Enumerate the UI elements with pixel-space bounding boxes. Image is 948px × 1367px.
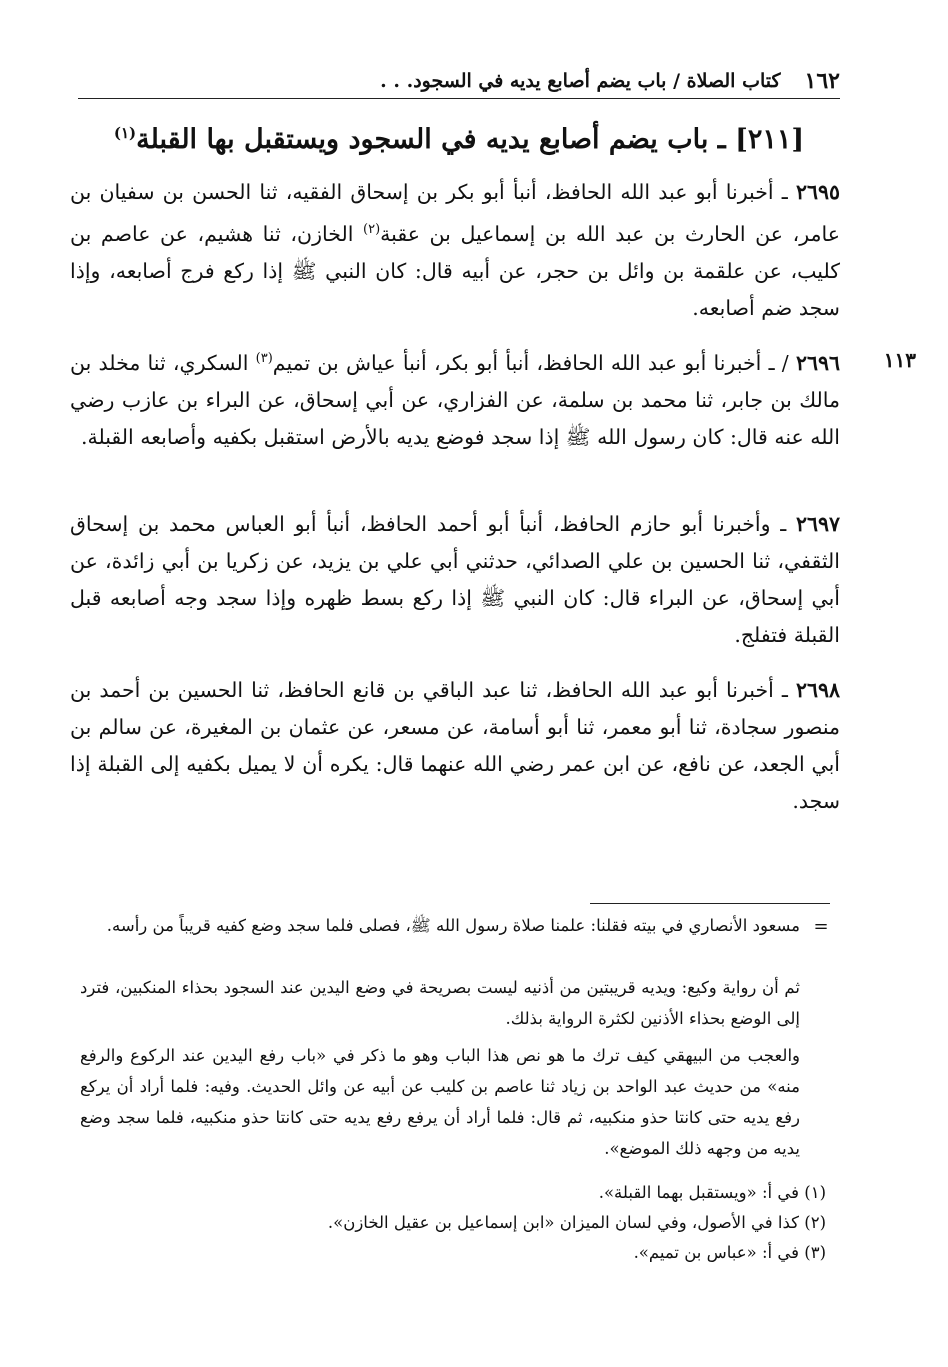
margin-manuscript-number: ١١٣: [883, 348, 916, 372]
hadith-footnote-ref: (٣): [255, 351, 273, 366]
chapter-title: [٢١١] ـ باب يضم أصابع يديه في السجود ويستقبل بها القبلة: [136, 124, 805, 155]
footnote-continuation-3: والعجب من البيهقي كيف ترك ما هو نص هذا الباب وهو ما ذكر في «باب رفع اليدين عند الركوع والرفع منه» من حديث عبد الواحد بن زياد ثنا عاصم بن كليب عن أبيه عن وائل الحديث. وفيه: فلما أراد أن يركع رفع يديه حتى كانتا حذو منكبيه، ثم قال: فلما أراد أن يرفع رفع يديه حتى كانتا حذو منكبيه، فلما سجد وضع يديه من وجهه ذلك الموضع».: [80, 1046, 800, 1158]
footnote-continuation-2: ثم أن رواية وكيع: ويديه قريبتين من أذنيه ليست بصريحة في وضع اليدين عند السجود بحذاء المنكبين، فترد إلى الوضع بحذاء الأذنين لكثرة الرواية بذلك.: [80, 978, 800, 1028]
hadith-number: ٢٦٩٨: [795, 678, 840, 702]
footnote-continuation-1: مسعود الأنصاري في بيته فقلنا: علمنا صلاة رسول الله ﷺ، فصلى فلما سجد وضع كفيه قريباً من رأسه.: [106, 916, 800, 935]
hadith-text: ـ وأخبرنا أبو حازم الحافظ، أنبأ أبو أحمد الحافظ، أنبأ أبو العباس محمد بن إسحاق الثقفي، ثنا الحسين بن علي الصدائي، حدثني أبي علي بن يزيد، عن زكريا بن أبي زائدة، عن أبي إسحاق، عن البراء قال: كان النبي ﷺ إذا ركع بسط ظهره وإذا سجد وجه أصابعه قبل القبلة فتفلج.: [70, 512, 840, 647]
hadith-text: / ـ أخبرنا أبو عبد الله الحافظ، أنبأ أبو بكر، أنبأ عياش بن تميم: [272, 350, 796, 375]
footnote-divider: [590, 903, 830, 904]
footnote-continuation-mark: =: [813, 916, 829, 937]
footnote-2: (٢) كذا في الأصول، وفي لسان الميزان «ابن إسماعيل بن عقيل الخازن».: [327, 1213, 826, 1232]
hadith-number: ٢٦٩٥: [795, 180, 840, 204]
hadith-text: ـ أخبرنا أبو عبد الله الحافظ، أنبأ أبو بكر بن إسحاق الفقيه، ثنا الحسن بن سفيان بن عامر، عن الحارث بن عبد الله بن إسماعيل بن عقبة: [70, 180, 841, 246]
page-number: ١٦٢: [804, 68, 840, 94]
footnote-1: (١) في أ: «ويستقبل بهما القبلة».: [598, 1183, 826, 1202]
footnote-3: (٣) في أ: «عباس بن تميم».: [633, 1243, 826, 1262]
chapter-footnote-ref: (١): [113, 124, 137, 142]
hadith-2698: [70, 672, 840, 820]
hadith-text-continued: السكري، ثنا مخلد بن مالك بن جابر، ثنا محمد بن سلمة، عن الفزاري، عن أبي إسحاق، عن البراء بن عازب رضي الله عنه قال: كان رسول الله ﷺ إذا سجد فوضع يديه بالأرض استقبل بكفيه وأصابعه القبلة.: [70, 350, 840, 449]
running-title: كتاب الصلاة / باب يضم أصابع يديه في السجود. . .: [380, 70, 781, 92]
hadith-number: ٢٦٩٦: [795, 350, 840, 375]
hadith-2697: [70, 506, 840, 654]
running-header: [78, 64, 840, 99]
hadith-number: ٢٦٩٧: [795, 512, 840, 536]
hadith-footnote-ref: (٢): [363, 222, 381, 237]
chapter-heading: [78, 108, 840, 158]
hadith-text-continued: الخازن، ثنا هشيم، عن عاصم بن كليب، عن علقمة بن وائل بن حجر، عن أبيه قال: كان النبي ﷺ إذا ركع فرج أصابعه، وإذا سجد ضم أصابعه.: [70, 221, 840, 320]
hadith-2696: [70, 340, 840, 456]
hadith-2695: [70, 174, 840, 327]
hadith-text: ـ أخبرنا أبو عبد الله الحافظ، ثنا عبد الباقي بن قانع الحافظ، ثنا الحسين بن أحمد بن منصور سجادة، ثنا أبو معمر، ثنا أبو أسامة، عن مسعر، عن عثمان بن المغيرة، عن سالم بن أبي الجعد، عن نافع، عن ابن عمر رضي الله عنهما قال: يكره أن لا يميل بكفيه إلى القبلة إذا سجد.: [70, 678, 840, 813]
